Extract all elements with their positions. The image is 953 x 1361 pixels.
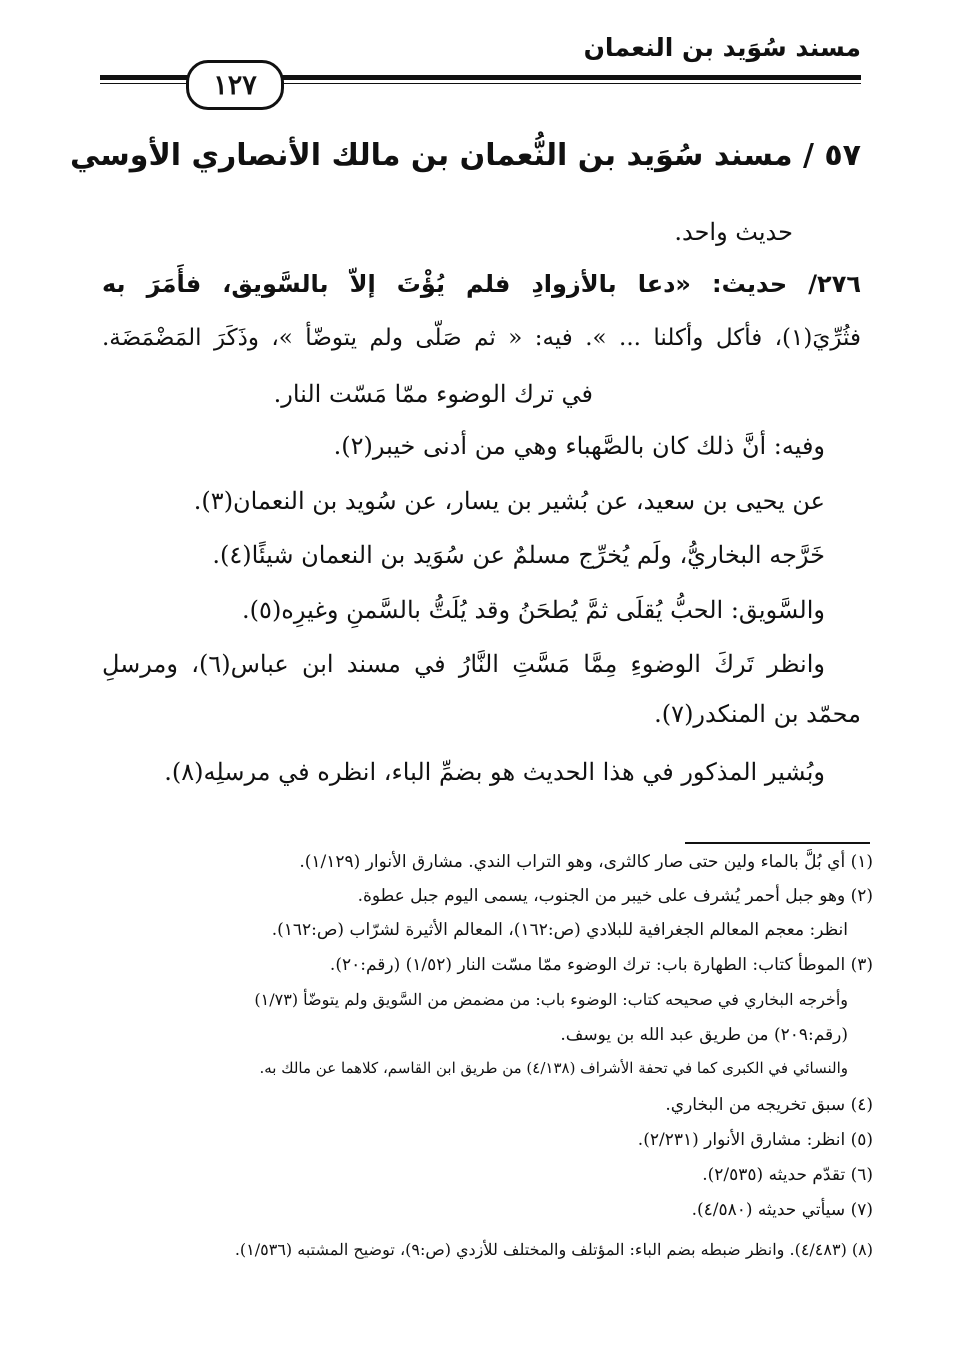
footnote: (٧) سيأتي حديثه (٤/٥٨٠). [691,1200,873,1220]
page-number: ١٢٧ [213,69,257,101]
paragraph: وفيه: أنَّ ذلك كان بالصَّهباء وهي من أدنى خيبر(٢). [333,432,825,460]
running-title: مسند سُوَيد بن النعمان [583,33,861,62]
page-number-badge [186,60,284,110]
footnote: (٨) (٤/٤٨٣). وانظر ضبطه بضم الباء: المؤتلف والمختلف للأزدي (ص:٩)، توضيح المشتبه (١/٥٣٦). [234,1240,873,1259]
footnote-separator [685,842,870,844]
paragraph: والسَّويق: الحبُّ يُقلَى ثمَّ يُطحَنُ وقد يُلَتُّ بالسَّمنِ وغيرِه(٥). [242,596,825,624]
intro-text: حديث واحد. [674,218,793,246]
hadith-line-2: فثُرِّيَ(١)، فأكل وأكلنا ... ». فيه: « ثم صَلّى ولم يتوضّأ »، وذَكَرَ المَضْمَضَة. [102,325,861,351]
paragraph: خَرَّجه البخاريُّ، ولَم يُخرِّج مسلمٌ عن سُوَيد بن النعمان شيئًا(٤). [212,541,825,569]
footnote: (٤) سبق تخريجه من البخاري. [665,1095,873,1115]
footnote: انظر: معجم المعالم الجغرافية للبلادي (ص:١٦٢)، المعالم الأثيرة لشرّاب (ص:١٦٢). [271,920,848,940]
footnote: (٢) وهو جبل أحمر يُشرف على خيبر من الجنوب، يسمى اليوم جبل عطوة. [357,886,873,906]
hadith-line-1: ٢٧٦/ حديث: «دعا بالأزوادِ فلم يُؤْتَ إلاّ بالسَّويق، فأَمَرَ به [102,270,861,298]
footnote: وأخرجه البخاري في صحيحه كتاب: الوضوء باب: من مضمض من السَّويق ولم يتوضّأ (١/٧٣) [254,990,848,1009]
footnote: والنسائي في الكبرى كما في تحفة الأشراف (٤/١٣٨) من طريق ابن القاسم، كلاهما عن مالك به. [259,1059,848,1077]
section-title: ٥٧ / مسند سُوَيد بن النُّعمان بن مالك الأنصاري الأوسي [69,138,861,173]
footnote: (٦) تقدّم حديثه (٢/٥٣٥). [702,1165,873,1185]
paragraph: في ترك الوضوء ممّا مَسّت النار. [273,380,593,408]
footnote: (٥) انظر: مشارق الأنوار (٢/٢٣١). [637,1130,873,1150]
paragraph: وانظر تَركَ الوضوءِ مِمَّا مَسَّتِ النَّارُ في مسند ابن عباس(٦)، ومرسلِ [102,650,825,678]
footnote: (١) أي بُلَّ بالماء ولين حتى صار كالثرى، وهو التراب الندي. مشارق الأنوار (١/١٢٩). [299,852,873,872]
footnote: (رقم:٢٠٩) من طريق عبد الله بن يوسف. [560,1025,848,1045]
paragraph: عن يحيى بن سعيد، عن بُشير بن يسار، عن سُويد بن النعمان(٣). [193,487,825,515]
paragraph: محمّد بن المنكدر(٧). [654,700,861,728]
footnote: (٣) الموطأ كتاب: الطهارة باب: ترك الوضوء ممّا مسّت النار (١/٥٢) (رقم:٢٠). [329,955,873,975]
paragraph: وبُشير المذكور في هذا الحديث هو بضمِّ الباء، انظره في مرسلِه(٨). [164,758,825,786]
